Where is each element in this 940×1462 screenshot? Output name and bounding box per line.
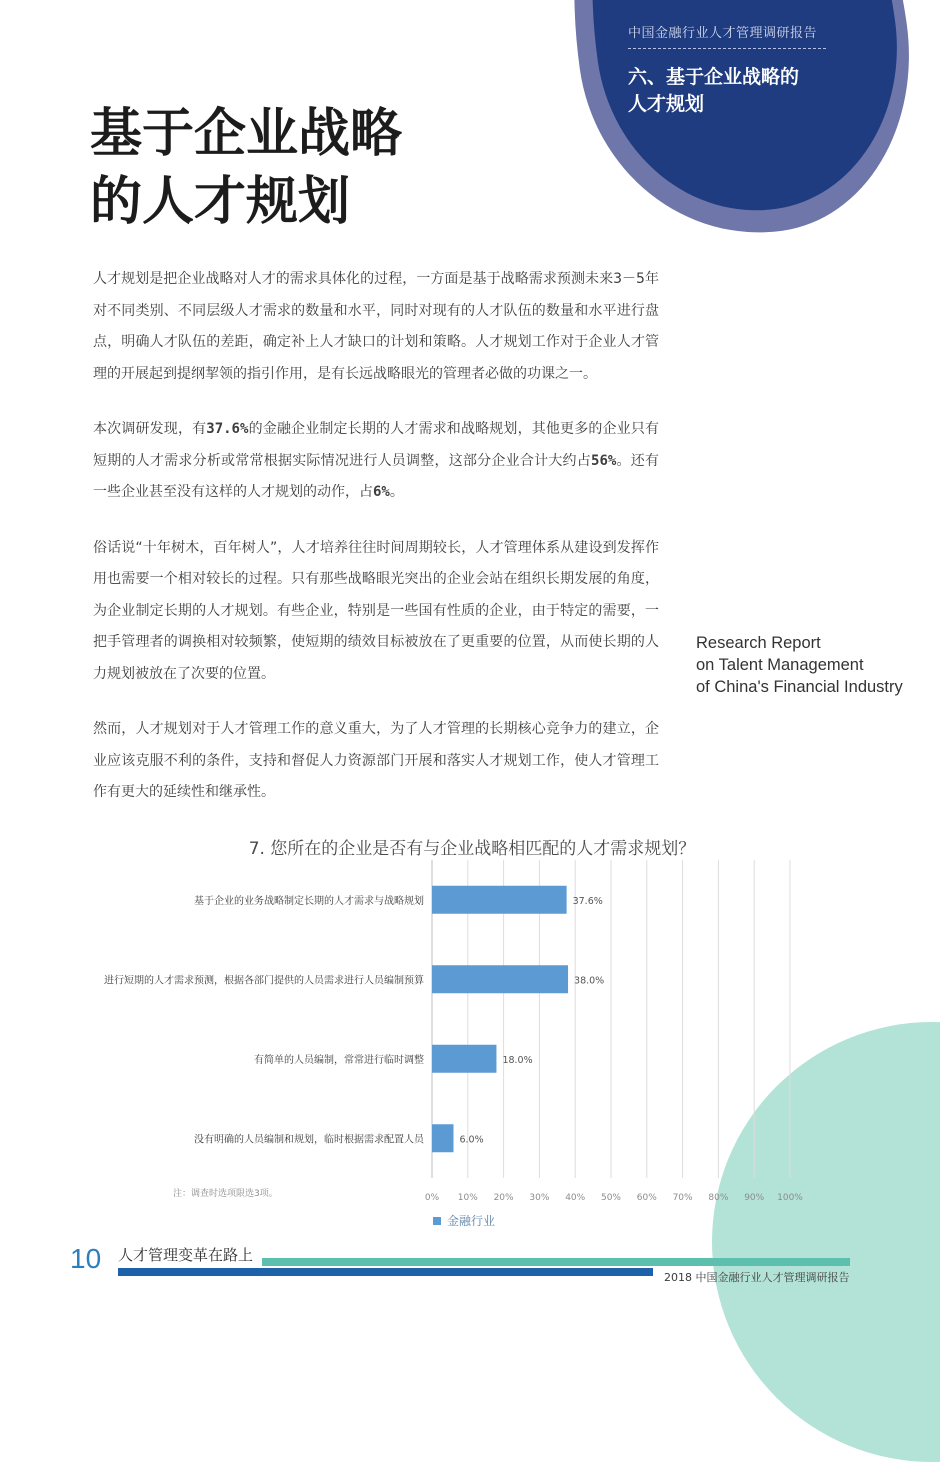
english-caption-line2: on Talent Management xyxy=(696,656,864,674)
p2-text-g: 。 xyxy=(389,484,404,500)
value-label: 37.6% xyxy=(572,895,603,907)
x-tick-label: 10% xyxy=(457,1193,478,1203)
x-tick-label: 30% xyxy=(529,1193,550,1203)
x-tick-label: 80% xyxy=(708,1193,729,1203)
x-tick-label: 50% xyxy=(600,1193,622,1203)
bar xyxy=(432,965,568,993)
bar xyxy=(432,1124,453,1152)
bar xyxy=(432,886,567,914)
page-title-line1: 基于企业战略 xyxy=(90,103,403,164)
chart-legend xyxy=(433,1212,495,1229)
p2-text-c: 的金融企业制定长期的人才需求和战略规划，其他更多的企业只有短期的人才需求分析或常常根据实际情况进行人员调整，这部分企业合计大约占 xyxy=(93,421,660,469)
chart-footnote: 注：调查时选项限选3项。 xyxy=(173,1189,278,1199)
legend-swatch xyxy=(433,1217,441,1225)
english-caption-line1: Research Report xyxy=(696,634,821,652)
report-header-title: 中国金融行业人才管理调研报告 xyxy=(628,26,818,41)
value-label: 38.0% xyxy=(574,975,605,987)
category-label: 基于企业的业务战略制定长期的人才需求与战略规划 xyxy=(194,895,424,907)
page-title-line2: 的人才规划 xyxy=(90,171,351,232)
x-tick-label: 60% xyxy=(636,1193,657,1203)
category-label: 有简单的人员编制，常常进行临时调整 xyxy=(254,1054,424,1066)
value-label: 6.0% xyxy=(459,1134,484,1146)
footer-bar-teal xyxy=(262,1258,850,1266)
p2-text-e: 。还有一些企业甚至没有这样的人才规划的动作，占 xyxy=(93,452,659,500)
category-label: 进行短期的人才需求预测，根据各部门提供的人员需求进行人员编制预算 xyxy=(104,975,424,987)
value-label: 18.0% xyxy=(502,1054,533,1066)
x-tick-label: 70% xyxy=(672,1193,693,1203)
x-tick-label: 100% xyxy=(777,1193,803,1203)
legend-label: 金融行业 xyxy=(447,1214,496,1228)
stat-none: 6% xyxy=(373,484,390,500)
footer-bar-blue xyxy=(118,1268,653,1276)
footer-slogan: 人才管理变革在路上 xyxy=(118,1246,254,1264)
chart-title: 7. 您所在的企业是否有与企业战略相匹配的人才需求规划？ xyxy=(248,839,696,859)
footer-report-title: 2018 中国金融行业人才管理调研报告 xyxy=(664,1271,850,1284)
x-tick-label: 40% xyxy=(565,1193,586,1203)
paragraph-4: 然而，人才规划对于人才管理工作的意义重大，为了人才管理的长期核心竞争力的建立，企业应该克服不利的条件，支持和督促人力资源部门开展和落实人才规划工作，使人才管理工作有更大的延续性和继承性。 xyxy=(93,721,659,800)
stat-long-term: 37.6% xyxy=(206,421,249,437)
paragraph-1: 人才规划是把企业战略对人才的需求具体化的过程，一方面是基于战略需求预测未来3－5年对不同类别、不同层级人才需求的数量和水平，同时对现有的人才队伍的数量和水平进行盘点，明确人才队伍的差距，确定补上人才缺口的计划和策略。人才规划工作对于企业人才管理的开展起到提纲挈领的指引作用，是有长远战略眼光的管理者必做的功课之一。 xyxy=(93,271,659,382)
paragraph-3: 俗话说“十年树木，百年树人”，人才培养往往时间周期较长，人才管理体系从建设到发挥作用也需要一个相对较长的过程。只有那些战略眼光突出的企业会站在组织长期发展的角度，为企业制定长期的人才规划。有些企业，特别是一些国有性质的企业，由于特定的需要，一把手管理者的调换相对较频繁，使短期的绩效目标被放在了更重要的位置，从而使长期的人力规划被放在了次要的位置。 xyxy=(93,539,659,682)
section-heading-line1: 六、基于企业战略的 xyxy=(628,66,800,88)
x-tick-label: 0% xyxy=(424,1193,440,1203)
p2-text-a: 本次调研发现，有 xyxy=(93,421,207,437)
english-caption-line3: of China's Financial Industry xyxy=(696,678,903,696)
x-tick-label: 90% xyxy=(744,1193,765,1203)
category-label: 没有明确的人员编制和规划，临时根据需求配置人员 xyxy=(194,1134,424,1146)
bar xyxy=(432,1045,496,1073)
page-number: 10 xyxy=(70,1243,102,1274)
section-heading-line2: 人才规划 xyxy=(628,93,705,115)
stat-short-term: 56% xyxy=(591,452,617,469)
x-tick-label: 20% xyxy=(493,1193,514,1203)
